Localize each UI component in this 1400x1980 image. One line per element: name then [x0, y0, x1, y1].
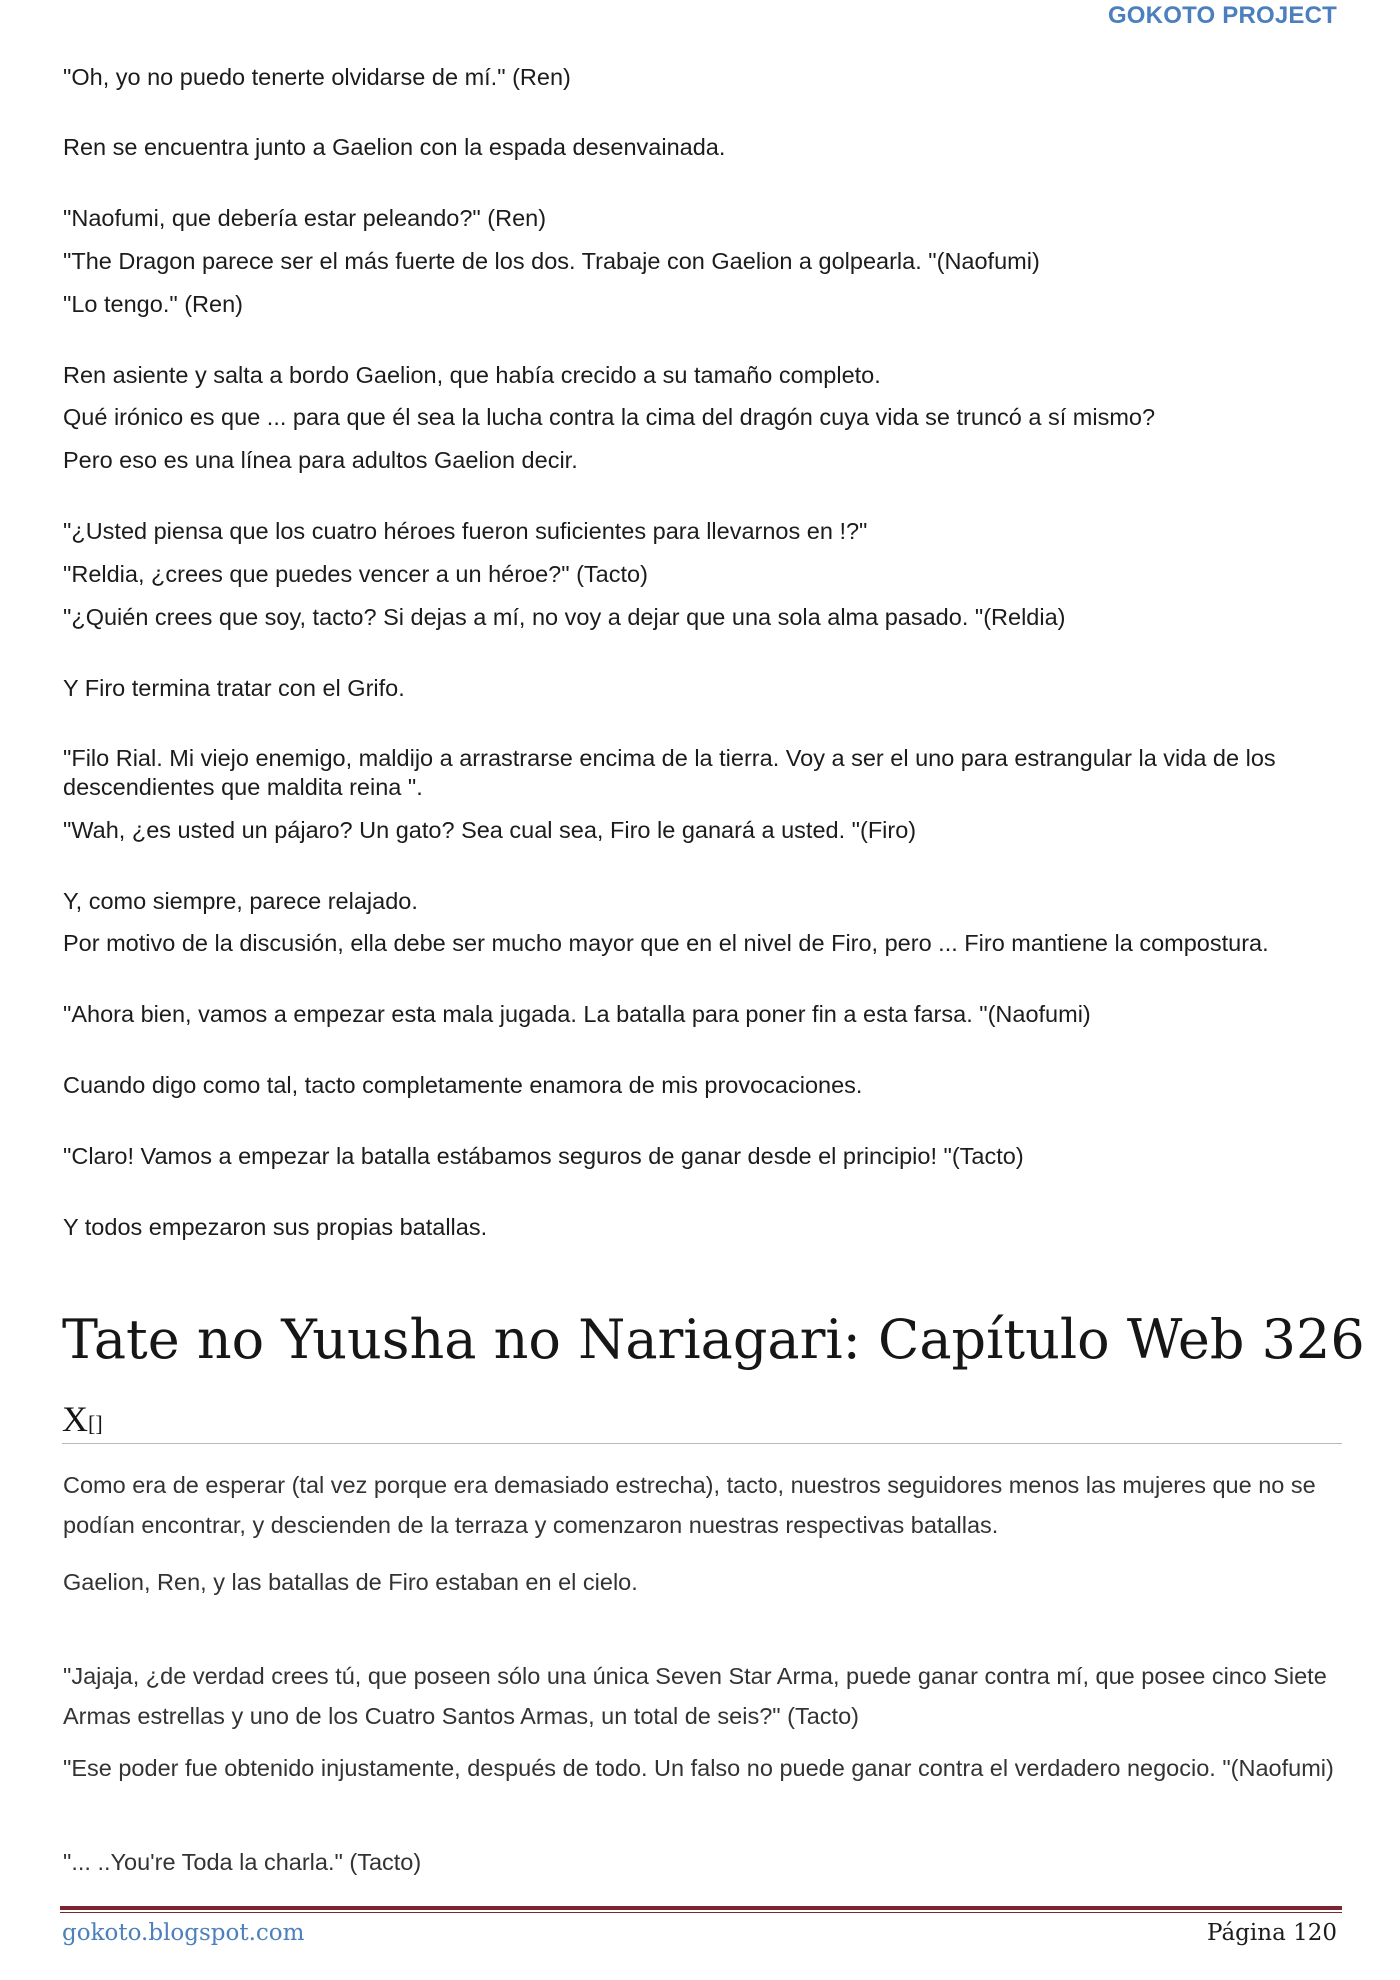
paragraph: Y todos empezaron sus propias batallas.	[63, 1214, 488, 1240]
page-number: Página 120	[1207, 1920, 1337, 1946]
paragraph: "¿Usted piensa que los cuatro héroes fueron suficientes para llevarnos en !?"	[63, 518, 868, 544]
chapter-paragraph: Gaelion, Ren, y las batallas de Firo estaban en el cielo.	[63, 1569, 638, 1595]
paragraph: "Lo tengo." (Ren)	[63, 291, 243, 317]
header-brand: GOKOTO PROJECT	[1107, 2, 1337, 29]
paragraph: Qué irónico es que ... para que él sea la lucha contra la cima del dragón cuya vida se truncó a sí mismo?	[63, 404, 1156, 430]
footer-divider	[60, 1906, 1342, 1910]
paragraph: "Oh, yo no puedo tenerte olvidarse de mí." (Ren)	[63, 64, 571, 90]
paragraph: Y, como siempre, parece relajado.	[63, 888, 418, 914]
paragraph: Cuando digo como tal, tacto completamente enamora de mis provocaciones.	[63, 1072, 863, 1098]
paragraph: "Filo Rial. Mi viejo enemigo, maldijo a arrastrarse encima de la tierra. Voy a ser el uno para estrangular la vida de los descendientes que maldita reina ".	[63, 745, 1276, 800]
chapter-paragraph: "... ..You're Toda la charla." (Tacto)	[63, 1849, 422, 1875]
paragraph: Ren se encuentra junto a Gaelion con la espada desenvainada.	[63, 134, 726, 160]
paragraph: "Ahora bien, vamos a empezar esta mala jugada. La batalla para poner fin a esta farsa. "(Naofumi)	[63, 1001, 1091, 1027]
paragraph: Ren asiente y salta a bordo Gaelion, que había crecido a su tamaño completo.	[63, 362, 881, 388]
paragraph: Por motivo de la discusión, ella debe ser mucho mayor que en el nivel de Firo, pero ... Firo mantiene la compostura.	[63, 930, 1269, 956]
paragraph: "¿Quién crees que soy, tacto? Si dejas a mí, no voy a dejar que una sola alma pasado. "(Reldia)	[63, 604, 1066, 630]
subheading-suffix: []	[88, 1411, 103, 1436]
footer-site-link[interactable]: gokoto.blogspot.com	[62, 1920, 305, 1946]
footer-divider-thin	[60, 1912, 1342, 1913]
paragraph: Y Firo termina tratar con el Grifo.	[63, 675, 405, 701]
paragraph: "The Dragon parece ser el más fuerte de los dos. Trabaje con Gaelion a golpearla. "(Naofumi)	[63, 248, 1040, 274]
paragraph: Pero eso es una línea para adultos Gaelion decir.	[63, 447, 578, 473]
paragraph: "Reldia, ¿crees que puedes vencer a un héroe?" (Tacto)	[63, 561, 648, 587]
chapter-subheading	[62, 1398, 103, 1445]
subheading-text: X	[62, 1399, 88, 1439]
paragraph: "Claro! Vamos a empezar la batalla estábamos seguros de ganar desde el principio! "(Tacto)	[63, 1143, 1024, 1169]
paragraph: "Naofumi, que debería estar peleando?" (Ren)	[63, 205, 547, 231]
paragraph: "Wah, ¿es usted un pájaro? Un gato? Sea cual sea, Firo le ganará a usted. "(Firo)	[63, 817, 917, 843]
chapter-paragraph: "Ese poder fue obtenido injustamente, después de todo. Un falso no puede ganar contra el verdadero negocio. "(Naofumi)	[63, 1755, 1334, 1781]
chapter-paragraph: Como era de esperar (tal vez porque era demasiado estrecha), tacto, nuestros seguidores menos las mujeres que no se podían encontrar, y descienden de la terraza y comenzaron nuestras respectivas batallas.	[63, 1472, 1316, 1538]
subheading-divider	[62, 1443, 1342, 1444]
chapter-paragraph: "Jajaja, ¿de verdad crees tú, que poseen sólo una única Seven Star Arma, puede ganar contra mí, que posee cinco Siete Armas estrellas y uno de los Cuatro Santos Armas, un total de seis?" (Tacto)	[63, 1663, 1327, 1729]
chapter-title: Tate no Yuusha no Nariagari: Capítulo Web 326	[62, 1308, 1365, 1371]
